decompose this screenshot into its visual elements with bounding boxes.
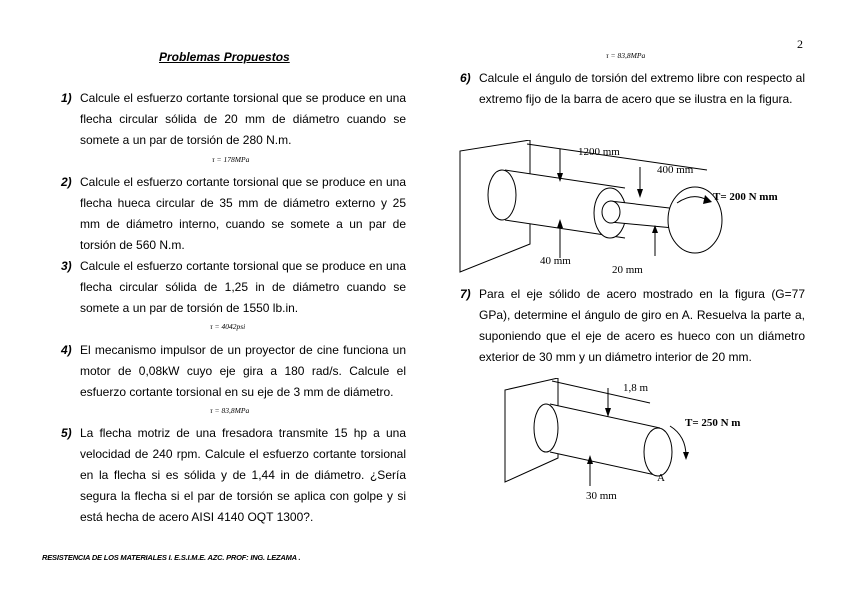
problem-text: Calcule el esfuerzo cortante torsional que se produce en una flecha circular sólida de 1,25 in de diámetro cuando se somete a un par de torsión de 1550 lb.in. [80, 259, 406, 315]
problem-text: Para el eje sólido de acero mostrado en la figura (G=77 GPa), determine el ángulo de giro en A. Resuelva la parte a, suponiendo que el eje de acero es hueco con un diámetro exterior de 30 mm y un diámetro interior de 20 mm. [479, 287, 805, 364]
figure-2-torque: T= 250 N m [685, 417, 741, 429]
problem-number: 3) [61, 259, 72, 273]
problem-5-answer: τ = 83,8MPa [606, 51, 646, 60]
shaft-free-end [644, 428, 672, 476]
problem-4-answer: τ = 83,8MPa [210, 406, 250, 415]
problem-text: Calcule el esfuerzo cortante torsional que se produce en una flecha hueca circular de 35 mm de diámetro externo y 25 mm de diámetro interno, cuando se somete a un par de torsión de 560 N.m. [80, 175, 406, 252]
problem-1 [61, 88, 406, 151]
problem-text: Calcule el ángulo de torsión del extremo libre con respecto al extremo fijo de la barra de acero que se ilustra en la figura. [479, 71, 805, 106]
shaft-fixed-end [534, 404, 558, 452]
figure-1-dim-short: 400 mm [657, 164, 694, 176]
figure-1-torque: T= 200 N mm [713, 191, 778, 203]
problem-3-answer: τ = 4042psi [210, 322, 246, 331]
figure-1-dia-large: 40 mm [540, 255, 571, 267]
figure-2-shaft [500, 378, 710, 490]
problem-number: 5) [61, 426, 72, 440]
large-shaft-end [488, 170, 516, 220]
figure-2-point-a: A [657, 472, 665, 484]
figure-1-dim-long: 1200 mm [578, 146, 620, 158]
problem-text: El mecanismo impulsor de un proyector de cine funciona un motor de 0,08kW cuyo eje gira a 180 rad/s. Calcule el esfuerzo cortante torsional en su eje de 3 mm de diámetro. [80, 343, 406, 399]
figure-2-diameter: 30 mm [586, 490, 617, 502]
problem-2 [61, 172, 406, 256]
problem-number: 1) [61, 91, 72, 105]
problem-number: 6) [460, 71, 471, 85]
problem-number: 7) [460, 287, 471, 301]
page-number: 2 [797, 37, 803, 51]
problem-text: Calcule el esfuerzo cortante torsional que se produce en una flecha circular sólida de 20 mm de diámetro cuando se somete a un par de torsión de 280 N.m. [80, 91, 406, 147]
figure-1-shaft [455, 140, 795, 282]
problem-text: La flecha motriz de una fresadora transmite 15 hp a una velocidad de 240 rpm. Calcule el esfuerzo cortante torsional en la flecha si es sólida y de 1,44 in de diámetro. ¿Sería segura la flecha si el par de torsión se aplica con golpe y si está hecha de acero AISI 4140 OQT 1300?. [80, 426, 406, 524]
footer: RESISTENCIA DE LOS MATERIALES I. E.S.I.M.E. AZC. PROF: ING. LEZAMA . [42, 553, 301, 562]
figure-2-length: 1,8 m [623, 382, 649, 394]
problem-5 [61, 423, 406, 528]
figure-1-dia-small: 20 mm [612, 264, 643, 276]
problem-3 [61, 256, 406, 319]
problem-1-answer: τ = 178MPa [212, 155, 250, 164]
problem-7 [460, 284, 805, 368]
shaft [550, 404, 660, 476]
problem-number: 4) [61, 343, 72, 357]
problem-number: 2) [61, 175, 72, 189]
page-title: Problemas Propuestos [159, 50, 290, 64]
problem-6 [460, 68, 805, 110]
problem-4 [61, 340, 406, 403]
